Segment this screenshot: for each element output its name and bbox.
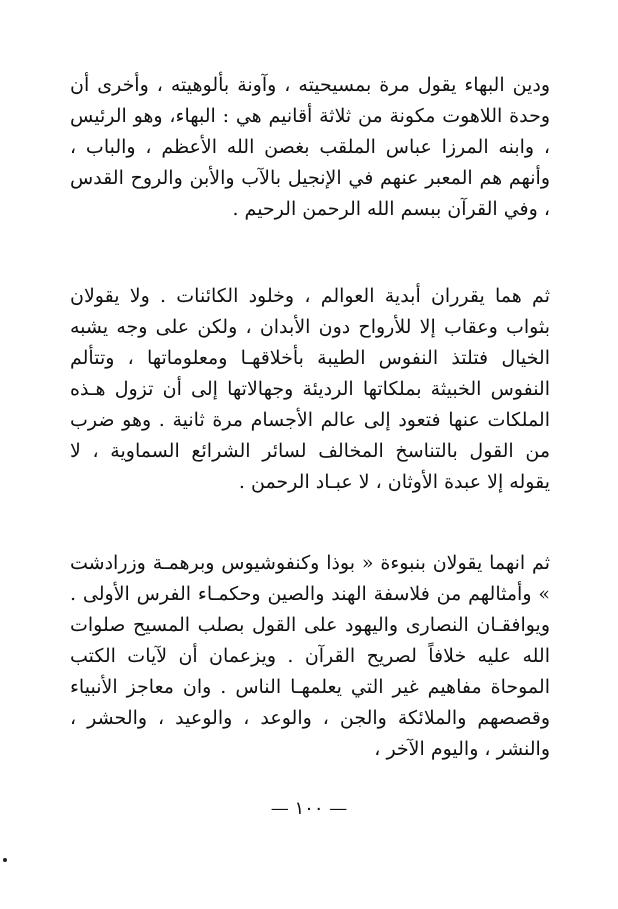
page-number: — ١٠٠ — xyxy=(270,798,348,819)
paragraph-1: ودين البهاء يقول مرة بمسيحيته ، وآونة بألوهيته ، وأخرى أن وحدة اللاهوت مكونة من ثلاثة أقانيم هي : البهاء، وهو الرئيس ، وابنه المرزا عباس الملقب بغصن الله الأعظم ، والباب ، وأنهم هم المعبر عنهم في الإنجيل بالآب والأبن والروح القدس ، وفي القرآن ببسم الله الرحمن الرحيم . xyxy=(70,74,550,220)
paragraph-3: ثم انهما يقولان بنبوءة « بوذا وكنفوشيوس وبرهمـة وزرادشت » وأمثالهم من فلاسفة الهند والصين وحكمـاء الفرس الأولى . ويوافقـان النصارى واليهود على القول بصلب المسيح صلوات الله عليه خلافاً لصريح القرآن . ويزعمان أن لآيات الكتب الموحاة مفاهيم غير التي يعلمهـا الناس . وان معاجز الأنبياء وقصصهم والملائكة والجن ، والوعد ، والوعيد ، والحشر ، والنشر ، واليوم الآخر ، xyxy=(70,552,550,760)
scan-speck xyxy=(3,858,7,862)
paragraph-2: ثم هما يقرران أبدية العوالم ، وخلود الكائنات . ولا يقولان بثواب وعقاب إلا للأرواح دون الأبدان ، ولكن على وجه يشبه الخيال فتلتذ النفوس الطيبة بأخلاقهـا ومعلوماتها ، وتتألم النفوس الخبيثة بملكاتها الرديئة وجهالاتها إلى أن تزول هـذه الملكات عنها فتعود إلى عالم الأجسام مرة ثانية . وهو ضرب من القول بالتناسخ المخالف لسائر الشرائع السماوية ، لا يقوله إلا عبدة الأوثان ، لا عبـاد الرحمن . xyxy=(70,285,550,493)
